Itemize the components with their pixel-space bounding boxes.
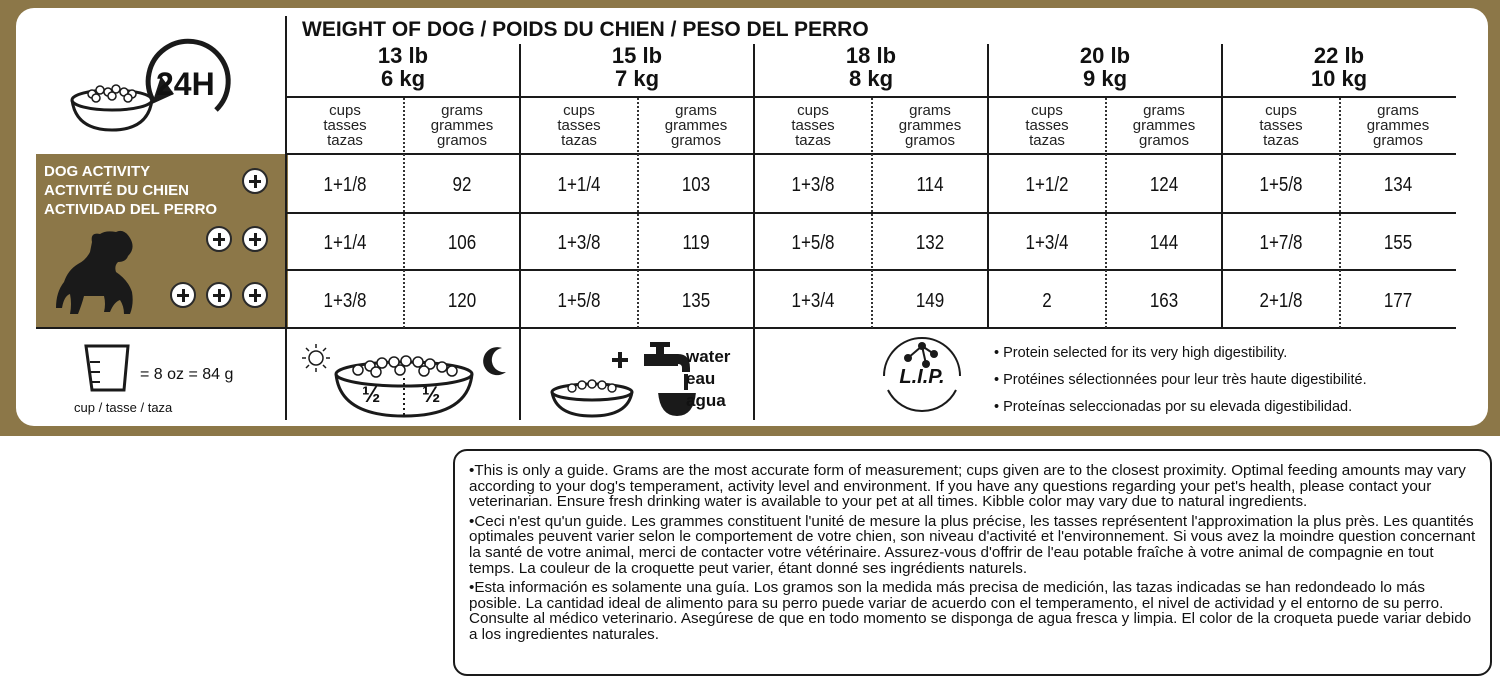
cups-value: 1+3/4 bbox=[1025, 232, 1069, 254]
rule-col bbox=[753, 44, 755, 420]
cups-value: 1+1/2 bbox=[1025, 174, 1069, 196]
weight-22lb: 22 lb 10 kg bbox=[1310, 43, 1368, 91]
lip-bullet-fr: • Protéines sélectionnées pour leur très haute digestibilité. bbox=[994, 372, 1367, 388]
moon-icon bbox=[483, 347, 506, 375]
grams-value: 120 bbox=[447, 290, 477, 312]
grams-value: 92 bbox=[452, 174, 472, 196]
grams-value: 177 bbox=[1383, 290, 1413, 312]
lip-bullet-en: • Protein selected for its very high digestibility. bbox=[994, 345, 1288, 361]
cup-equation: = 8 oz = 84 g bbox=[140, 366, 234, 383]
unit-grams: grams grammes gramos bbox=[898, 102, 962, 149]
cups-value: 1+1/4 bbox=[323, 232, 367, 254]
note-fr: •Ceci n'est qu'un guide. Les grammes constituent l'unité de mesure la plus précise, les tasses représentent l'approximation la plus près. Les quantités optimales peuvent varier selon le comportement de votre chien, son niveau d'activité et l'environnement. Si vous avez la moindre question concernant la santé de votre animal, merci de contacter votre vétérinaire. Assurez-vous d'offrir de l'eau potable fraîche à votre animal de compagnie en tout temps. La couleur de la croquette peut varier, étant donné ses ingrédients naturels. bbox=[469, 512, 1476, 577]
cups-value: 1+3/4 bbox=[791, 290, 835, 312]
cups-value: 2+1/8 bbox=[1259, 290, 1303, 312]
cups-value: 1+5/8 bbox=[1259, 174, 1303, 196]
unit-cups: cups tasses tazas bbox=[557, 102, 601, 149]
cups-value: 1+5/8 bbox=[557, 290, 601, 312]
rule-dotted bbox=[637, 98, 639, 328]
rule-dotted bbox=[871, 98, 873, 328]
cups-value: 1+3/8 bbox=[791, 174, 835, 196]
grams-value: 134 bbox=[1383, 174, 1413, 196]
grams-value: 149 bbox=[915, 290, 945, 312]
lip-bullet-es: • Proteínas seleccionadas por su elevada digestibilidad. bbox=[994, 399, 1353, 415]
cups-value: 1+3/8 bbox=[323, 290, 367, 312]
cups-value: 1+1/8 bbox=[323, 174, 367, 196]
rule-col bbox=[987, 44, 989, 328]
rule-dotted bbox=[403, 98, 405, 328]
cups-value: 1+1/4 bbox=[557, 174, 601, 196]
table-title: WEIGHT OF DOG / POIDS DU CHIEN / PESO DEL PERRO bbox=[302, 18, 869, 41]
unit-cups: cups tasses tazas bbox=[1025, 102, 1069, 149]
grams-value: 103 bbox=[681, 174, 711, 196]
unit-cups: cups tasses tazas bbox=[791, 102, 835, 149]
cups-value: 2 bbox=[1042, 290, 1052, 312]
unit-grams: grams grammes gramos bbox=[1132, 102, 1196, 149]
plus-icon bbox=[242, 226, 268, 252]
weight-13lb: 13 lb 6 kg bbox=[377, 43, 429, 91]
unit-grams: grams grammes gramos bbox=[1366, 102, 1430, 149]
note-es: •Esta información es solamente una guía. Los gramos son la medida más precisa de medición, las tazas indicadas se han redondeado lo más posible. La cantidad ideal de alimento para su perro puede variar de acuerdo con el temperamento, el nivel de actividad y el entorno de su perro. Consulte al médico veterinario. Asegúrese de que en todo momento se disponga de agua fresca y limpia. El color de la croqueta puede variar debido a los ingredientes naturales. bbox=[469, 579, 1472, 643]
grams-value: 114 bbox=[916, 174, 944, 196]
plus-icon bbox=[242, 168, 268, 194]
weight-18lb: 18 lb 8 kg bbox=[845, 43, 897, 91]
grams-value: 163 bbox=[1149, 290, 1179, 312]
plus-icon bbox=[242, 282, 268, 308]
unit-grams: grams grammes gramos bbox=[430, 102, 494, 149]
activity-label-fr: ACTIVITÉ DU CHIEN bbox=[44, 182, 190, 199]
badge-24h: 24H bbox=[156, 66, 215, 102]
grams-value: 119 bbox=[682, 232, 710, 254]
rule-dotted bbox=[1339, 98, 1341, 328]
activity-label-es: ACTIVIDAD DEL PERRO bbox=[44, 201, 218, 218]
plus-icon bbox=[206, 282, 232, 308]
activity-label-en: DOG ACTIVITY bbox=[44, 163, 151, 180]
grams-value: 132 bbox=[915, 232, 945, 254]
grams-value: 106 bbox=[447, 232, 477, 254]
day-night-bowl-icon bbox=[296, 336, 518, 422]
sun-icon bbox=[302, 344, 330, 372]
rule-col bbox=[1221, 44, 1223, 328]
measuring-cup-icon bbox=[82, 342, 134, 394]
grams-value: 144 bbox=[1149, 232, 1179, 254]
cups-value: 1+3/8 bbox=[557, 232, 601, 254]
rule-dotted bbox=[1105, 98, 1107, 328]
feeding-guide-card bbox=[16, 8, 1488, 426]
dog-silhouette-icon bbox=[54, 230, 144, 316]
unit-grams: grams grammes gramos bbox=[664, 102, 728, 149]
unit-cups: cups tasses tazas bbox=[323, 102, 367, 149]
grams-value: 135 bbox=[681, 290, 711, 312]
meal-half-morning: ½ bbox=[362, 382, 381, 407]
unit-cups: cups tasses tazas bbox=[1259, 102, 1303, 149]
feeding-guide-notes bbox=[453, 449, 1492, 676]
cup-label: cup / tasse / taza bbox=[74, 400, 173, 415]
grams-value: 155 bbox=[1383, 232, 1413, 254]
rule-col bbox=[285, 16, 287, 420]
cups-value: 1+7/8 bbox=[1259, 232, 1303, 254]
lip-logo-text: L.I.P. bbox=[899, 366, 945, 388]
activity-panel bbox=[36, 154, 288, 328]
cups-value: 1+5/8 bbox=[791, 232, 835, 254]
rule-table-bottom bbox=[36, 327, 1456, 329]
note-en: •This is only a guide. Grams are the most accurate form of measurement; cups given are to the closest proximity. Optimal feeding amounts may vary according to your dog's temperament, activity level and environment. If you have any questions regarding your pet's health, please contact your veterinarian. Ensure fresh drinking water is available to your pet at all times. Kibble color may vary due to natural ingredients. bbox=[469, 462, 1466, 511]
grams-value: 124 bbox=[1149, 174, 1179, 196]
meal-half-evening: ½ bbox=[422, 382, 441, 407]
weight-15lb: 15 lb 7 kg bbox=[611, 43, 663, 91]
plus-icon bbox=[170, 282, 196, 308]
plus-icon bbox=[206, 226, 232, 252]
water-label: water eau agua bbox=[686, 347, 731, 410]
rule-col bbox=[519, 44, 521, 420]
weight-20lb: 20 lb 9 kg bbox=[1079, 43, 1131, 91]
